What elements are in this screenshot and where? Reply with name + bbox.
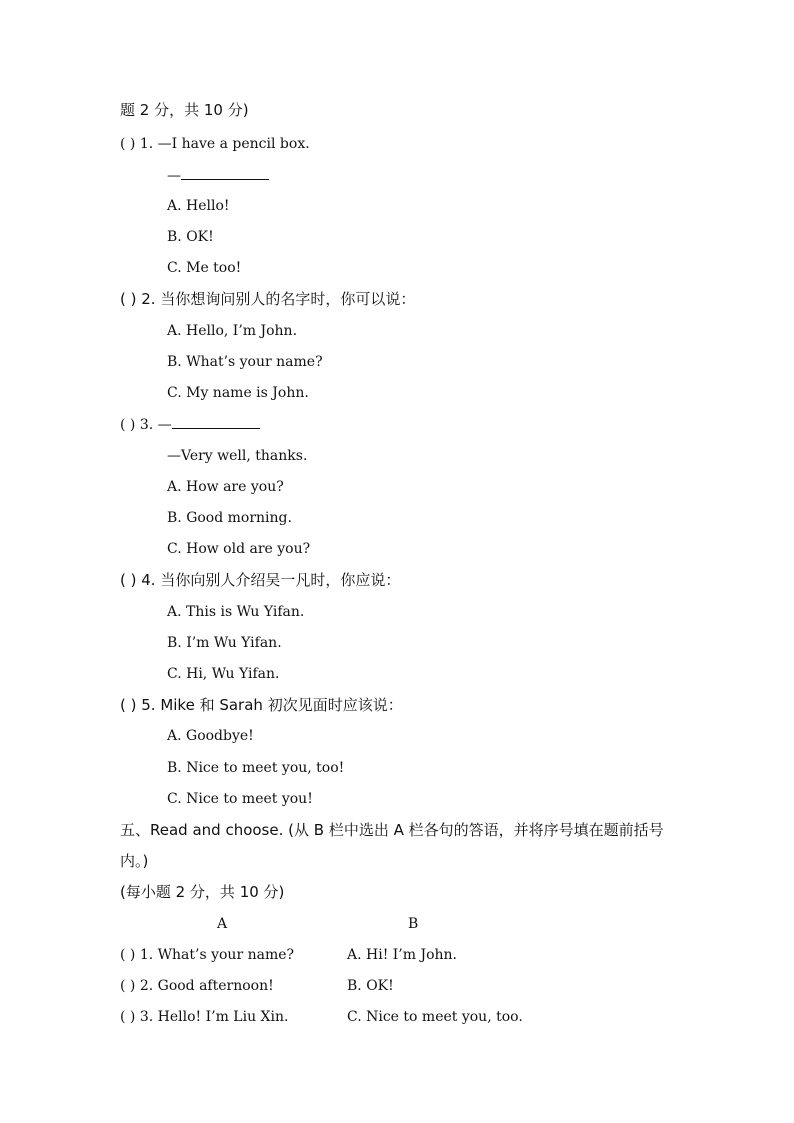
match-row-3-a: ( ) 3. Hello! I’m Liu Xin. (120, 1009, 289, 1025)
question-1-option-a: A. Hello! (167, 198, 230, 214)
match-row-3-b: C. Nice to meet you, too. (347, 1009, 523, 1025)
question-2-stem: ( ) 2. 当你想询问别人的名字时，你可以说： (120, 290, 416, 308)
column-a-heading: A (217, 916, 228, 932)
question-3-stem-line (120, 414, 260, 435)
match-row-1-a: ( ) 1. What’s your name? (120, 947, 295, 963)
question-5-stem: ( ) 5. Mike 和 Sarah 初次见面时应该说： (120, 696, 403, 714)
question-1-option-b: B. OK! (167, 229, 214, 245)
section-5-title: 五、Read and choose. (从 B 栏中选出 A 栏各句的答语，并将序号填在题前括号 (120, 821, 664, 839)
question-4-option-a: A. This is Wu Yifan. (167, 604, 305, 620)
question-2-option-b: B. What’s your name? (167, 354, 323, 370)
match-row-2-a: ( ) 2. Good afternoon! (120, 978, 274, 994)
column-b-heading: B (408, 916, 419, 932)
match-row-2-b: B. OK! (347, 978, 394, 994)
question-5-option-a: A. Goodbye! (167, 728, 254, 744)
answer-blank (172, 414, 260, 429)
question-5-option-c: C. Nice to meet you! (167, 791, 313, 807)
question-3-stem: ( ) 3. — (120, 417, 172, 433)
question-3-reply: —Very well, thanks. (167, 448, 308, 464)
answer-blank (181, 165, 269, 180)
question-1-answer-line (167, 165, 269, 186)
question-3-option-c: C. How old are you? (167, 541, 311, 557)
section-score-tail: 题 2 分，共 10 分) (120, 101, 249, 119)
question-1-option-c: C. Me too! (167, 260, 242, 276)
question-4-stem: ( ) 4. 当你向别人介绍吴一凡时，你应说： (120, 571, 401, 589)
section-5-score: (每小题 2 分，共 10 分) (120, 883, 285, 901)
question-3-option-a: A. How are you? (167, 479, 284, 495)
question-2-option-a: A. Hello, I’m John. (167, 323, 298, 339)
question-1-dash: — (167, 168, 181, 184)
question-5-option-b: B. Nice to meet you, too! (167, 760, 345, 776)
question-2-option-c: C. My name is John. (167, 385, 309, 401)
section-5-title-cont: 内。) (120, 852, 149, 870)
match-row-1-b: A. Hi! I’m John. (347, 947, 458, 963)
question-4-option-b: B. I’m Wu Yifan. (167, 635, 282, 651)
question-3-option-b: B. Good morning. (167, 510, 292, 526)
question-1-stem: ( ) 1. —I have a pencil box. (120, 136, 310, 152)
question-4-option-c: C. Hi, Wu Yifan. (167, 666, 280, 682)
